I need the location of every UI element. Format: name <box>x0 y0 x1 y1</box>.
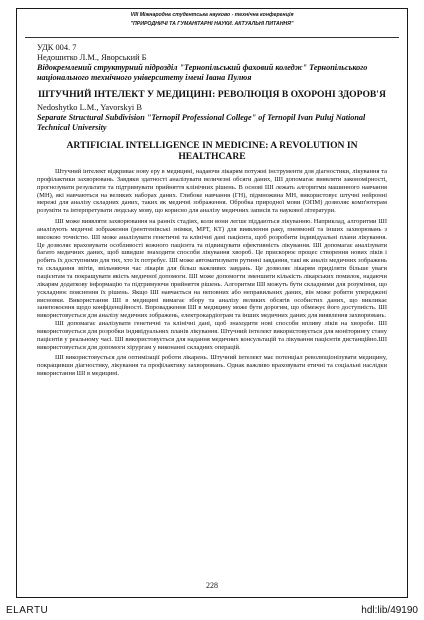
authors-en: Nedoshytko L.M., Yavorskyi B <box>37 103 142 112</box>
paragraph: ШІ допомагає аналізувати генетичні та клінічні дані, щоб знаходити нові способи впливу ліків на хвороби. ШІ використовується для розробки індивідуальних планів лікування. Штучний інтелект використовується для моніторингу стану пацієнтів у реальному часі. ШІ використовується для надання медичних консультацій та лікування пацієнтів дистанційно.ШІ використовується для допомоги хірургам у виконанні складних операцій. <box>37 320 387 351</box>
authors-ua: Недошитко Л.М., Яворський Б <box>37 53 147 62</box>
paragraph: ШІ використовується для оптимізації роботи лікарень. Штучний інтелект має потенціал революціонізувати медицину, покращивши діагностику, лікування та профілактику захворювань. Однак важливо враховувати етичні та соціальні наслідки використання ШІ в медицині. <box>37 354 387 378</box>
title-ua: ШТУЧНИЙ ІНТЕЛЕКТ У МЕДИЦИНІ: РЕВОЛЮЦІЯ В ОХОРОНІ ЗДОРОВ'Я <box>38 89 386 100</box>
paragraph: Штучний інтелект відкриває нову еру в медицині, надаючи лікарям потужні інструменти для діагностики, лікування та профілактики захворювань. Завдяки здатності аналізувати величезні обсяги даних, ШІ допомагає виявляти закономірності, прогнозувати результати та підтримувати прийняття клінічних рішень. В основі ШІ лежать алгоритми машинного навчання (МН), які навчаються на великих наборах даних. Глибоке навчання (ГН), підмножина МН, використовує штучні нейронні мережі для аналізу складних даних, таких як медичні зображення. Обробка природної мови (ОПМ) дозволяє комп'ютерам розуміти та інтерпретувати людську мову, що корисно для аналізу медичних записів та наукової літератури. <box>37 168 387 215</box>
paragraph: ШІ може виявляти захворювання на ранніх стадіях, коли вони легше піддаються лікуванню. Наприклад, алгоритми ШІ аналізують медичні зображення (рентгенівські знімки, МРТ, КТ) для виявлення раку, пневмонії та інших захворювань з високою точністю. ШІ може аналізувати генетичні та клінічні дані пацієнта, щоб розробити індивідуальні плани лікування. Це дозволяє враховувати особливості кожного пацієнта та підвищувати ефективність лікування. ШІ допомагає аналізувати багато медичних даних, щоб швидше знаходити способи лікування хвороб. Це прискорює процес створення нових ліків і робить їх доступними для тих, хто їх потребує. ШІ може автоматизувати рутинні завдання, такі як аналіз медичних зображень та складання звітів, звільняючи час лікарів для більш важливих завдань. Це дозволяє лікарям приділяти більше уваги пацієнтам та покращувати якість медичної допомоги. ШІ може допомогти зменшити кількість лікарських помилок, надаючи лікарям додаткову інформацію та підтримуючи прийняття рішень. Алгоритми ШІ можуть бути складними для розуміння, що ускладнює пояснення їх рішень. Якщо ШІ навчається на неповних або неправильних даних, він може робити упереджені висновки. Використання ШІ в медицині вимагає збору та аналізу великих обсягів особистих даних, що викликає занепокоєння щодо конфіденційності. Впровадження ШІ в медицину може бути дорогим, що обмежує його доступність. ШІ використовується для аналізу медичних зображень, електрокардіограм та інших медичних даних для виявлення захворювань. <box>37 218 387 320</box>
conference-header-line-2: "ПРИРОДНИЧІ ТА ГУМАНІТАРНІ НАУКИ. АКТУАЛЬНІ ПИТАННЯ" <box>130 21 294 27</box>
handle-id: hdl:lib/49190 <box>361 605 418 616</box>
udk-code: УДК 004. 7 <box>37 43 77 52</box>
page-number: 228 <box>206 581 218 590</box>
affiliation-ua: Відокремлений структурний підрозділ "Тернопільський фаховий коледж" Тернопільського національного технічного університету імені Івана Пулюя <box>37 63 368 82</box>
header-rule <box>25 37 399 38</box>
repository-name: ELARTU <box>6 605 49 616</box>
title-en: ARTIFICIAL INTELLIGENCE IN MEDICINE: A REVOLUTION IN HEALTHCARE <box>66 140 358 162</box>
document-page <box>16 8 408 598</box>
affiliation-en: Separate Structural Subdivision "Ternopil Professional College" of Ternopil Ivan Puluj National Technical University <box>37 113 366 132</box>
article-content <box>37 43 387 378</box>
repository-footer <box>0 600 424 620</box>
conference-header-line-1: VIII Міжнародна студентська науково - технічна конференція <box>130 12 294 18</box>
